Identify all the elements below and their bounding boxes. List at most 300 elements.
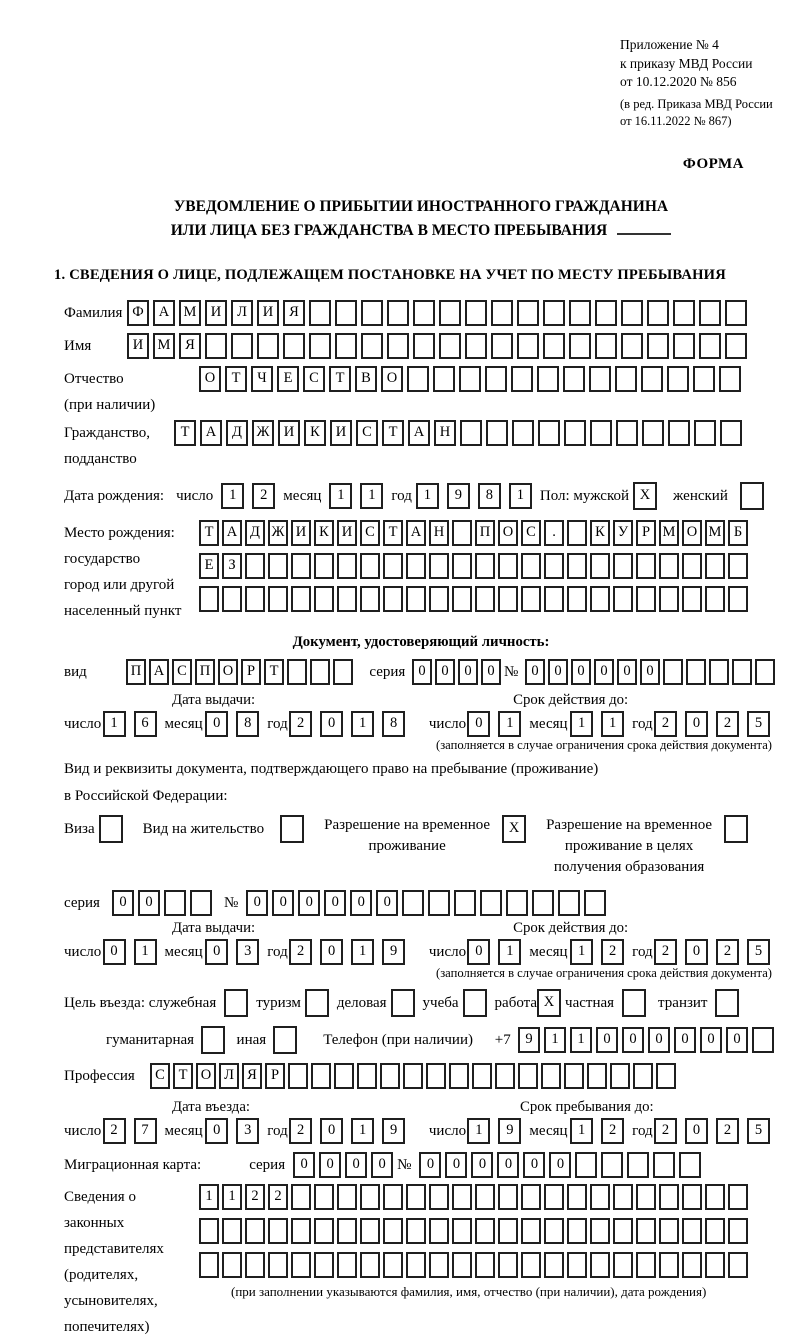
form-cell[interactable]: 0 [525,659,545,685]
form-cell[interactable] [719,366,741,392]
form-cell[interactable]: 1 [570,711,593,737]
form-cell[interactable]: Р [636,520,656,546]
form-cell[interactable]: С [150,1063,170,1089]
form-cell[interactable] [337,553,357,579]
form-cell[interactable] [335,333,357,359]
form-cell[interactable]: 2 [289,1118,312,1144]
form-cell[interactable]: Д [245,520,265,546]
form-cell[interactable]: 6 [134,711,157,737]
form-cell[interactable] [728,586,748,612]
form-cell[interactable]: 9 [382,1118,405,1144]
form-cell[interactable] [590,420,612,446]
form-cell[interactable]: Л [231,300,253,326]
form-cell[interactable]: X [633,482,657,510]
form-cell[interactable] [564,420,586,446]
form-cell[interactable]: 9 [382,939,405,965]
form-cell[interactable]: И [205,300,227,326]
form-cell[interactable] [314,586,334,612]
form-cell[interactable]: 1 [416,483,439,509]
form-cell[interactable]: 0 [246,890,268,916]
form-cell[interactable]: 0 [622,1027,644,1053]
form-cell[interactable] [383,1218,403,1244]
form-cell[interactable]: 1 [221,483,244,509]
form-cell[interactable]: Б [728,520,748,546]
form-cell[interactable]: 0 [726,1027,748,1053]
form-cell[interactable]: 1 [601,711,624,737]
form-cell[interactable]: И [330,420,352,446]
form-cell[interactable]: 0 [419,1152,441,1178]
form-cell[interactable] [429,553,449,579]
form-cell[interactable] [621,300,643,326]
form-cell[interactable] [506,890,528,916]
form-cell[interactable] [537,366,559,392]
form-cell[interactable]: Ж [268,520,288,546]
form-cell[interactable] [314,1184,334,1210]
form-cell[interactable] [544,553,564,579]
form-cell[interactable]: 0 [320,1118,343,1144]
form-cell[interactable] [257,333,279,359]
form-cell[interactable]: 0 [571,659,591,685]
form-cell[interactable] [475,1218,495,1244]
form-cell[interactable] [498,1252,518,1278]
form-cell[interactable]: 0 [293,1152,315,1178]
form-cell[interactable]: 1 [498,711,521,737]
form-cell[interactable] [647,300,669,326]
form-cell[interactable] [740,482,764,510]
form-cell[interactable]: 0 [467,939,490,965]
form-cell[interactable] [613,1218,633,1244]
form-cell[interactable] [454,890,476,916]
form-cell[interactable]: Д [226,420,248,446]
form-cell[interactable]: З [222,553,242,579]
form-cell[interactable]: Т [382,420,404,446]
form-cell[interactable]: 0 [324,890,346,916]
form-cell[interactable]: И [278,420,300,446]
form-cell[interactable] [268,553,288,579]
form-cell[interactable] [465,333,487,359]
form-cell[interactable] [201,1026,225,1054]
form-cell[interactable] [682,586,702,612]
form-cell[interactable]: X [537,989,561,1017]
form-cell[interactable] [584,890,606,916]
form-cell[interactable] [564,1063,584,1089]
form-cell[interactable] [544,1218,564,1244]
form-cell[interactable] [705,1218,725,1244]
form-cell[interactable] [636,586,656,612]
form-cell[interactable] [309,300,331,326]
form-cell[interactable]: Я [283,300,305,326]
form-cell[interactable] [728,553,748,579]
form-cell[interactable] [663,659,683,685]
form-cell[interactable] [590,1252,610,1278]
form-cell[interactable] [334,1063,354,1089]
form-cell[interactable]: 5 [747,1118,770,1144]
form-cell[interactable] [521,1218,541,1244]
form-cell[interactable]: А [406,520,426,546]
form-cell[interactable]: 1 [351,711,374,737]
form-cell[interactable]: 1 [467,1118,490,1144]
form-cell[interactable]: А [149,659,169,685]
form-cell[interactable]: 0 [685,711,708,737]
form-cell[interactable]: 8 [478,483,501,509]
form-cell[interactable]: О [381,366,403,392]
form-cell[interactable]: 0 [205,939,228,965]
form-cell[interactable]: П [126,659,146,685]
form-cell[interactable]: С [521,520,541,546]
form-cell[interactable] [407,366,429,392]
form-cell[interactable] [587,1063,607,1089]
form-cell[interactable] [360,586,380,612]
form-cell[interactable]: 2 [252,483,275,509]
form-cell[interactable] [311,1063,331,1089]
form-cell[interactable]: Т [174,420,196,446]
form-cell[interactable]: 0 [617,659,637,685]
form-cell[interactable] [224,989,248,1017]
form-cell[interactable]: 2 [716,1118,739,1144]
form-cell[interactable]: Т [264,659,284,685]
form-cell[interactable]: 0 [648,1027,670,1053]
form-cell[interactable]: 1 [199,1184,219,1210]
form-cell[interactable] [310,659,330,685]
form-cell[interactable]: Е [199,553,219,579]
form-cell[interactable]: 2 [289,711,312,737]
form-cell[interactable] [361,333,383,359]
form-cell[interactable]: 9 [518,1027,540,1053]
form-cell[interactable]: 1 [509,483,532,509]
form-cell[interactable] [544,1184,564,1210]
form-cell[interactable] [517,333,539,359]
form-cell[interactable] [705,586,725,612]
form-cell[interactable]: 0 [549,1152,571,1178]
form-cell[interactable] [360,1218,380,1244]
form-cell[interactable] [402,890,424,916]
form-cell[interactable]: 0 [205,1118,228,1144]
form-cell[interactable]: 1 [544,1027,566,1053]
form-cell[interactable]: 8 [236,711,259,737]
form-cell[interactable] [291,553,311,579]
form-cell[interactable]: 5 [747,939,770,965]
form-cell[interactable] [517,300,539,326]
form-cell[interactable]: 2 [654,939,677,965]
form-cell[interactable] [601,1152,623,1178]
form-cell[interactable]: 1 [351,1118,374,1144]
form-cell[interactable] [590,1184,610,1210]
form-cell[interactable]: 1 [498,939,521,965]
form-cell[interactable]: С [172,659,192,685]
form-cell[interactable]: 1 [570,1118,593,1144]
form-cell[interactable]: 1 [329,483,352,509]
form-cell[interactable] [725,333,747,359]
form-cell[interactable]: 0 [350,890,372,916]
form-cell[interactable]: А [200,420,222,446]
form-cell[interactable] [589,366,611,392]
form-cell[interactable] [485,366,507,392]
form-cell[interactable]: 2 [716,711,739,737]
form-cell[interactable] [413,300,435,326]
form-cell[interactable] [590,1218,610,1244]
form-cell[interactable] [558,890,580,916]
form-cell[interactable]: 0 [497,1152,519,1178]
form-cell[interactable] [314,1252,334,1278]
form-cell[interactable] [268,586,288,612]
form-cell[interactable] [361,300,383,326]
form-cell[interactable] [521,553,541,579]
form-cell[interactable] [273,1026,297,1054]
form-cell[interactable] [659,1184,679,1210]
form-cell[interactable] [291,1252,311,1278]
form-cell[interactable]: 2 [654,1118,677,1144]
form-cell[interactable]: 0 [674,1027,696,1053]
form-cell[interactable] [728,1252,748,1278]
form-cell[interactable]: 0 [320,939,343,965]
form-cell[interactable]: У [613,520,633,546]
form-cell[interactable]: И [127,333,149,359]
form-cell[interactable]: И [337,520,357,546]
form-cell[interactable] [613,586,633,612]
form-cell[interactable]: 0 [640,659,660,685]
form-cell[interactable] [641,366,663,392]
form-cell[interactable]: Ф [127,300,149,326]
form-cell[interactable] [383,586,403,612]
form-cell[interactable] [642,420,664,446]
form-cell[interactable]: 0 [685,939,708,965]
form-cell[interactable]: 0 [319,1152,341,1178]
form-cell[interactable] [439,300,461,326]
form-cell[interactable] [720,420,742,446]
form-cell[interactable] [205,333,227,359]
form-cell[interactable] [755,659,775,685]
form-cell[interactable]: 0 [371,1152,393,1178]
form-cell[interactable] [567,553,587,579]
form-cell[interactable] [439,333,461,359]
form-cell[interactable] [709,659,729,685]
form-cell[interactable] [245,586,265,612]
form-cell[interactable] [613,553,633,579]
form-cell[interactable] [543,333,565,359]
form-cell[interactable] [491,333,513,359]
form-cell[interactable]: М [659,520,679,546]
form-cell[interactable]: 2 [268,1184,288,1210]
form-cell[interactable] [567,1218,587,1244]
form-cell[interactable] [705,553,725,579]
form-cell[interactable]: 8 [382,711,405,737]
form-cell[interactable] [452,1184,472,1210]
form-cell[interactable]: 0 [523,1152,545,1178]
form-cell[interactable] [452,1218,472,1244]
form-cell[interactable] [99,815,123,843]
form-cell[interactable] [406,553,426,579]
form-cell[interactable] [380,1063,400,1089]
form-cell[interactable] [659,1218,679,1244]
form-cell[interactable] [682,553,702,579]
form-cell[interactable]: Т [173,1063,193,1089]
form-cell[interactable] [569,333,591,359]
form-cell[interactable]: Т [199,520,219,546]
form-cell[interactable] [199,1252,219,1278]
form-cell[interactable]: 9 [498,1118,521,1144]
form-cell[interactable]: Т [225,366,247,392]
form-cell[interactable]: 2 [716,939,739,965]
form-cell[interactable] [291,586,311,612]
form-cell[interactable] [544,586,564,612]
form-cell[interactable]: Н [434,420,456,446]
form-cell[interactable] [199,1218,219,1244]
form-cell[interactable] [512,420,534,446]
form-cell[interactable] [406,1184,426,1210]
form-cell[interactable] [668,420,690,446]
form-cell[interactable] [280,815,304,843]
form-cell[interactable]: 5 [747,711,770,737]
form-cell[interactable]: 1 [570,939,593,965]
form-cell[interactable] [245,1252,265,1278]
form-cell[interactable] [682,1252,702,1278]
form-cell[interactable] [287,659,307,685]
form-cell[interactable]: 0 [320,711,343,737]
form-cell[interactable] [199,586,219,612]
form-cell[interactable]: Я [242,1063,262,1089]
form-cell[interactable] [291,1184,311,1210]
form-cell[interactable] [459,366,481,392]
form-cell[interactable] [705,1252,725,1278]
form-cell[interactable] [613,1252,633,1278]
form-cell[interactable] [387,300,409,326]
form-cell[interactable] [449,1063,469,1089]
form-cell[interactable]: 0 [596,1027,618,1053]
form-cell[interactable] [732,659,752,685]
form-cell[interactable]: 2 [103,1118,126,1144]
form-cell[interactable]: М [179,300,201,326]
form-cell[interactable] [621,333,643,359]
form-cell[interactable] [595,333,617,359]
form-cell[interactable]: Ж [252,420,274,446]
form-cell[interactable]: 2 [601,939,624,965]
form-cell[interactable] [495,1063,515,1089]
form-cell[interactable] [231,333,253,359]
form-cell[interactable] [360,1184,380,1210]
form-cell[interactable] [682,1184,702,1210]
form-cell[interactable] [728,1218,748,1244]
form-cell[interactable] [686,659,706,685]
form-cell[interactable] [433,366,455,392]
form-cell[interactable]: 0 [467,711,490,737]
form-cell[interactable]: 0 [445,1152,467,1178]
form-cell[interactable] [521,1252,541,1278]
form-cell[interactable] [391,989,415,1017]
form-cell[interactable]: П [475,520,495,546]
form-cell[interactable] [475,1252,495,1278]
form-cell[interactable] [222,1252,242,1278]
form-cell[interactable] [656,1063,676,1089]
form-cell[interactable] [491,300,513,326]
form-cell[interactable]: О [196,1063,216,1089]
form-cell[interactable]: Т [383,520,403,546]
form-cell[interactable] [337,1184,357,1210]
form-cell[interactable]: 0 [471,1152,493,1178]
form-cell[interactable] [699,300,721,326]
form-cell[interactable] [653,1152,675,1178]
form-cell[interactable]: С [360,520,380,546]
form-cell[interactable]: 3 [236,939,259,965]
form-cell[interactable] [633,1063,653,1089]
form-cell[interactable]: Р [241,659,261,685]
form-cell[interactable]: 0 [112,890,134,916]
form-cell[interactable]: 1 [134,939,157,965]
form-cell[interactable] [544,1252,564,1278]
form-cell[interactable]: 9 [447,483,470,509]
form-cell[interactable]: 0 [685,1118,708,1144]
form-cell[interactable]: 0 [205,711,228,737]
form-cell[interactable]: Е [277,366,299,392]
form-cell[interactable]: М [153,333,175,359]
form-cell[interactable] [541,1063,561,1089]
form-cell[interactable] [590,586,610,612]
form-cell[interactable] [610,1063,630,1089]
form-cell[interactable] [360,1252,380,1278]
form-cell[interactable] [337,586,357,612]
form-cell[interactable] [724,815,748,843]
form-cell[interactable]: Н [429,520,449,546]
form-cell[interactable]: С [303,366,325,392]
form-cell[interactable]: А [408,420,430,446]
form-cell[interactable]: 0 [345,1152,367,1178]
form-cell[interactable]: К [590,520,610,546]
form-cell[interactable] [429,1218,449,1244]
form-cell[interactable]: 2 [654,711,677,737]
form-cell[interactable] [309,333,331,359]
form-cell[interactable] [387,333,409,359]
form-cell[interactable]: О [682,520,702,546]
form-cell[interactable] [164,890,186,916]
form-cell[interactable] [521,586,541,612]
form-cell[interactable] [679,1152,701,1178]
form-cell[interactable]: 0 [138,890,160,916]
form-cell[interactable]: С [356,420,378,446]
form-cell[interactable]: 1 [103,711,126,737]
form-cell[interactable]: 0 [435,659,455,685]
form-cell[interactable]: 0 [376,890,398,916]
form-cell[interactable] [567,1184,587,1210]
form-cell[interactable] [575,1152,597,1178]
form-cell[interactable] [752,1027,774,1053]
form-cell[interactable]: 0 [548,659,568,685]
form-cell[interactable] [383,1252,403,1278]
form-cell[interactable] [429,1252,449,1278]
form-cell[interactable] [291,1218,311,1244]
form-cell[interactable] [521,1184,541,1210]
form-cell[interactable] [622,989,646,1017]
form-cell[interactable] [616,420,638,446]
form-cell[interactable] [715,989,739,1017]
form-cell[interactable] [590,553,610,579]
form-cell[interactable]: 0 [298,890,320,916]
form-cell[interactable] [699,333,721,359]
form-cell[interactable]: 0 [700,1027,722,1053]
form-cell[interactable] [337,1252,357,1278]
form-cell[interactable] [659,553,679,579]
form-cell[interactable]: 0 [412,659,432,685]
form-cell[interactable] [337,1218,357,1244]
form-cell[interactable] [335,300,357,326]
form-cell[interactable]: 7 [134,1118,157,1144]
form-cell[interactable] [693,366,715,392]
form-cell[interactable] [567,520,587,546]
form-cell[interactable] [429,1184,449,1210]
form-cell[interactable]: Р [265,1063,285,1089]
form-cell[interactable] [475,553,495,579]
form-cell[interactable] [452,1252,472,1278]
form-cell[interactable] [305,989,329,1017]
form-cell[interactable] [543,300,565,326]
